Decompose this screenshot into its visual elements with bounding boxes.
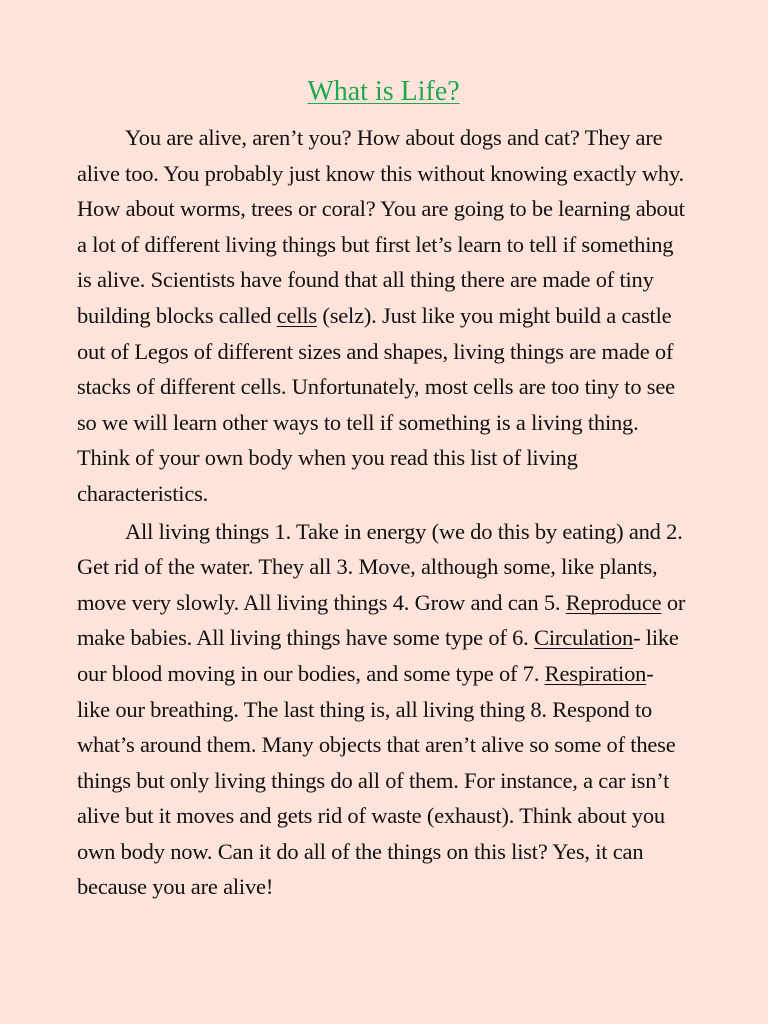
paragraph-characteristics-text-4: - like our breathing. The last thing is, all living thing 8. Respond to what’s around them. Many objects that aren’t alive so some of these things but only living things do all of them. For instance, a car isn’t alive but it moves and gets rid of waste (exhaust). Think about you own body now. Can it do all of the things on this list? Yes, it can because you are alive! (77, 660, 676, 900)
term-respiration: Respiration (544, 660, 647, 686)
paragraph-characteristics-text-2: or make babies. All living things have some type of 6. (77, 589, 686, 651)
term-reproduce: Reproduce (565, 589, 662, 615)
paragraph-characteristics-text-3: - like our blood moving in our bodies, and some type of 7. (77, 625, 679, 686)
paragraph-characteristics-text-1: All living things 1. Take in energy (we do this by eating) and 2. Get rid of the water. They all 3. Move, although some, like plants, move very slowly. All living things 4. Grow and can 5. (77, 518, 683, 615)
page-title: What is Life? (307, 76, 460, 107)
paragraph-characteristics (77, 514, 690, 906)
paragraph-intro-text-2: (selz). Just like you might build a castle out of Legos of different sizes and shapes, living things are made of stacks of different cells. Unfortunately, most cells are too tiny to see so we will learn other ways to tell if something is a living thing. Think of your own body when you read this list of living characteristics. (77, 302, 675, 506)
term-cells: cells (276, 302, 317, 328)
paragraph-intro-text-1: You are alive, aren’t you? How about dogs and cat? They are alive too. You probably just know this without knowing exactly why. How about worms, trees or coral? You are going to be learning about a lot of different living things but first let’s learn to tell if something is alive. Scientists have found that all thing there are made of tiny building blocks called (77, 125, 685, 328)
paragraph-intro (77, 120, 690, 512)
term-circulation: Circulation (534, 625, 634, 651)
